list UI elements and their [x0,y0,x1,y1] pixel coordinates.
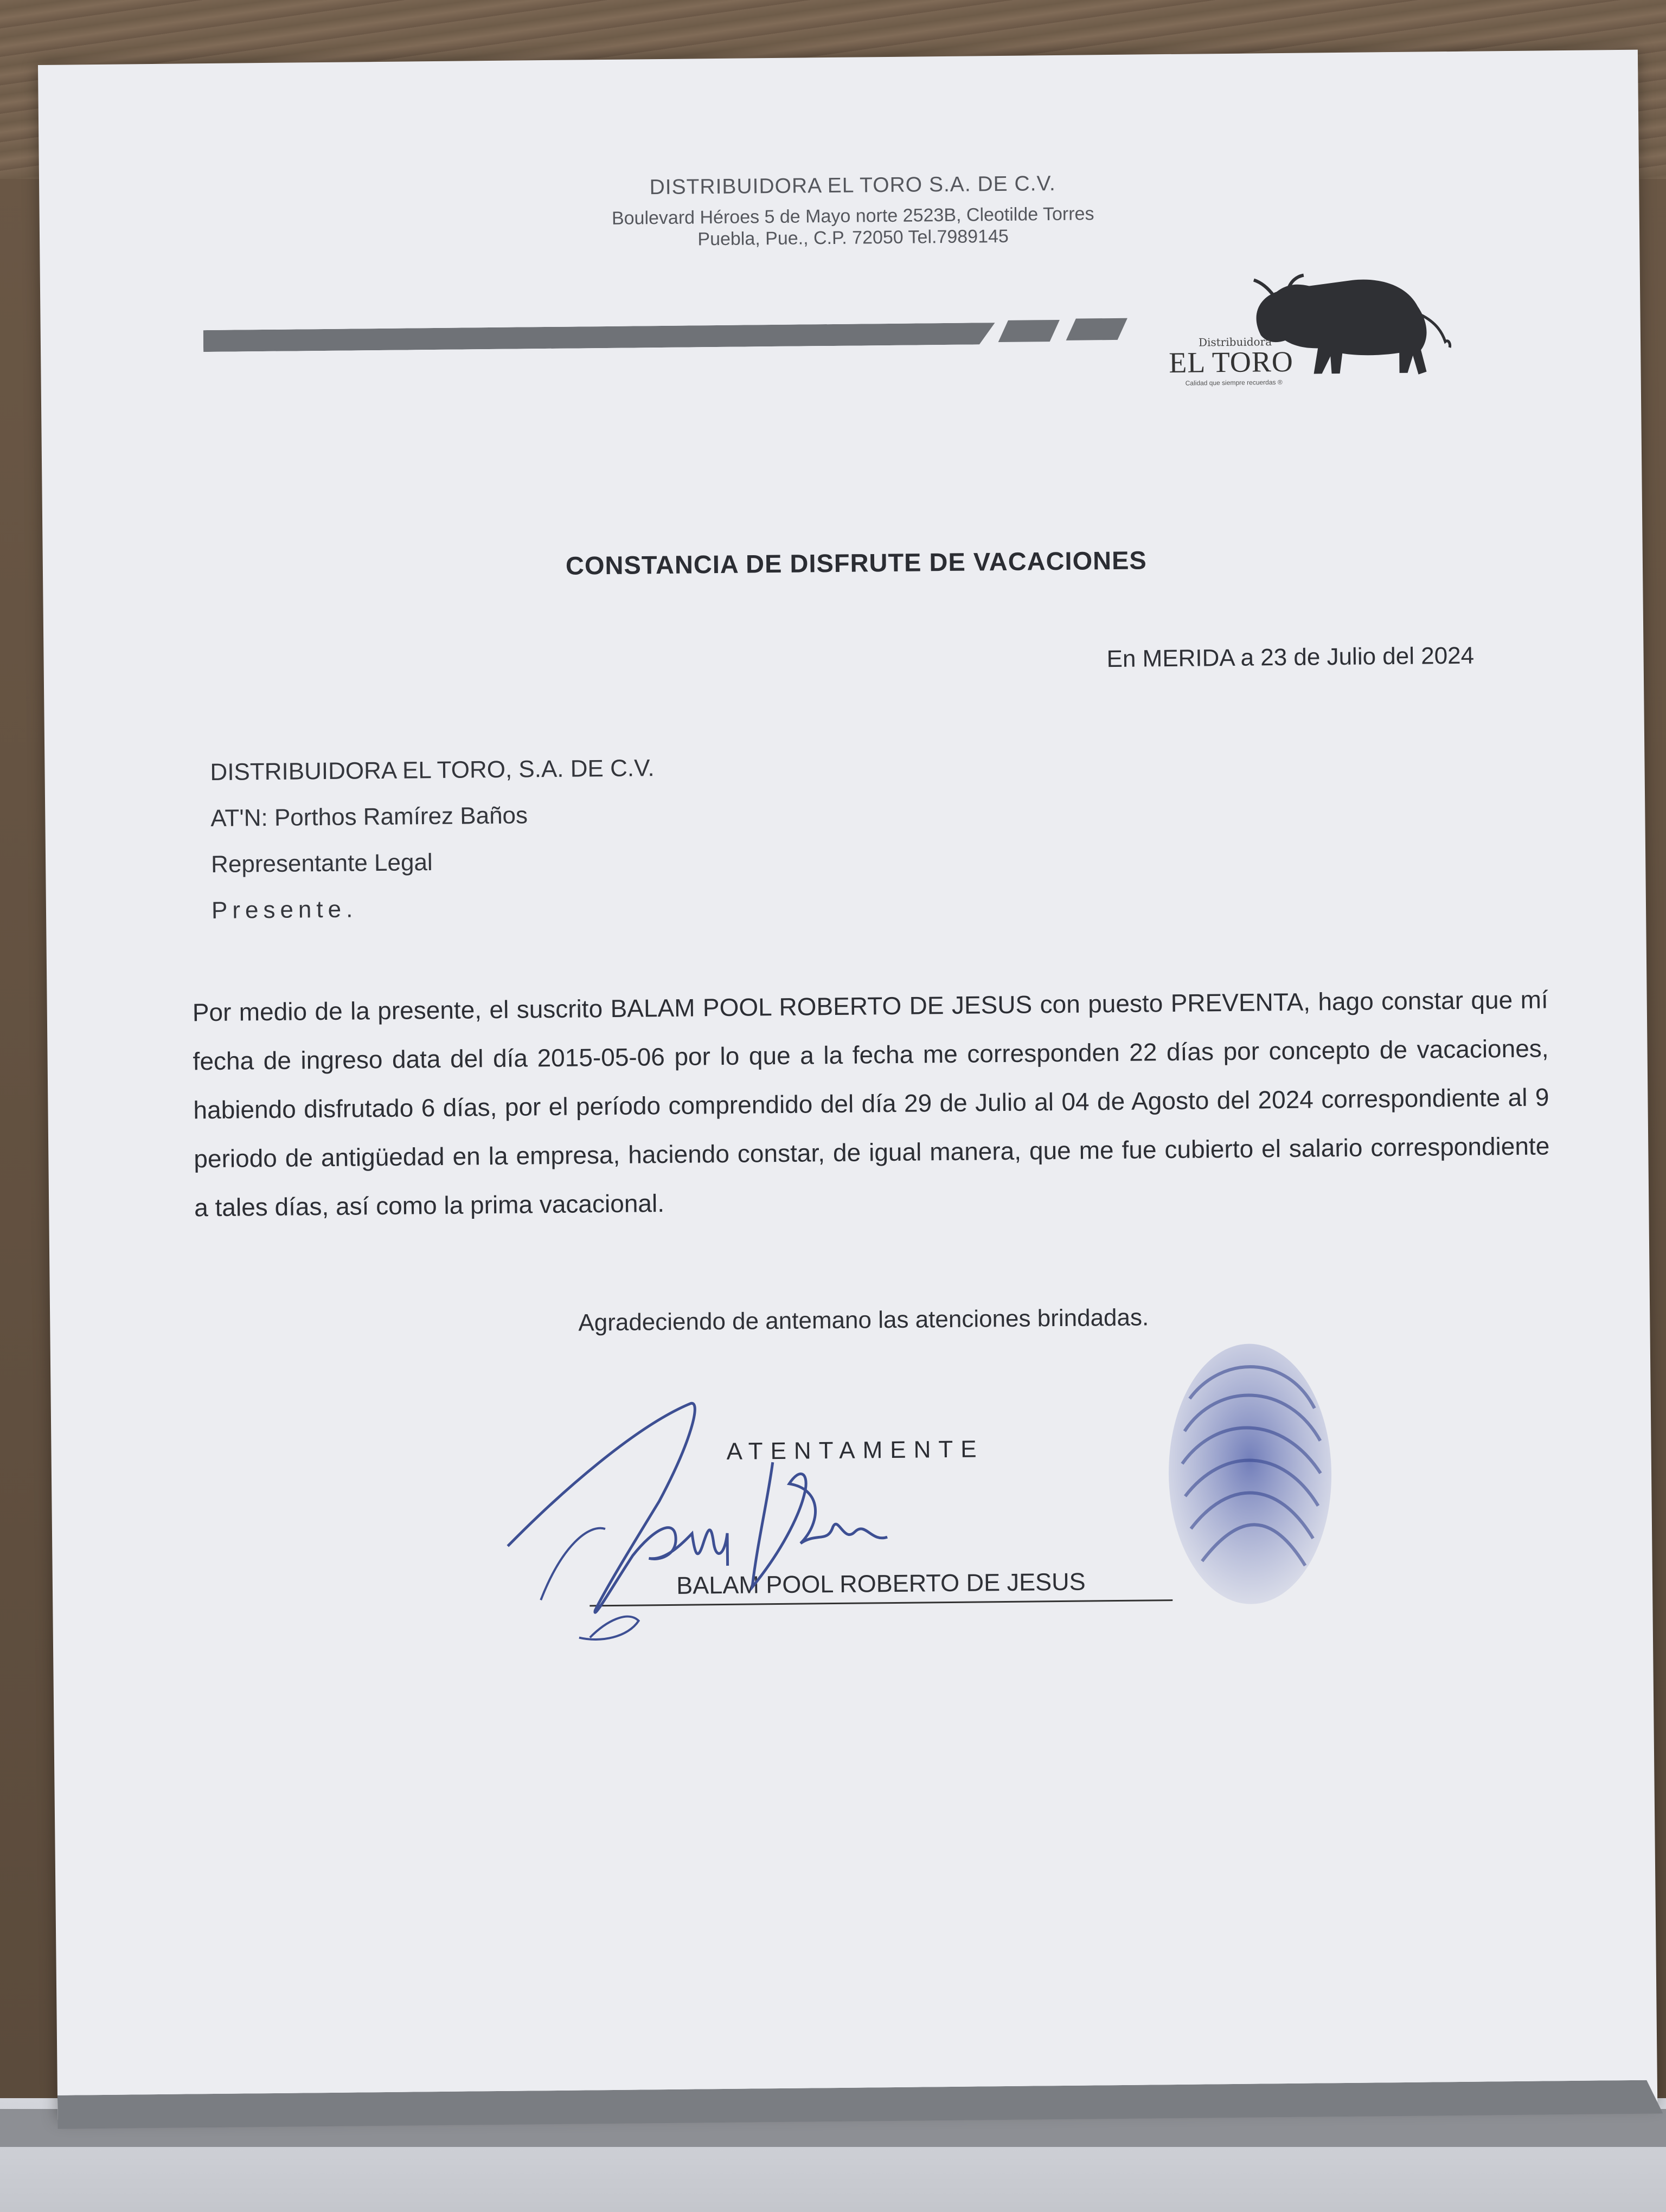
handwritten-signature [495,1379,986,1666]
logo-brand-text: EL TORO [1169,345,1294,380]
recipient-role: Representante Legal [210,849,433,878]
date-line: En MERIDA a 23 de Julio del 2024 [1106,642,1475,673]
logo-small-text: Distribuidora [1198,335,1272,349]
recipient-company: DISTRIBUIDORA EL TORO, S.A. DE C.V. [210,755,655,786]
signer-name-line: BALAM POOL ROBERTO DE JESUS [589,1567,1173,1606]
bull-icon [1124,230,1462,423]
header-decorative-bar [203,323,995,352]
header-dash [998,320,1060,342]
closing-atentamente: ATENTAMENTE [726,1436,984,1465]
company-name: DISTRIBUIDORA EL TORO S.A. DE C.V. [649,171,1056,200]
recipient-attention: AT'N: Porthos Ramírez Baños [210,802,528,832]
el-toro-logo [1124,230,1462,423]
fingerprint-mark [1157,1332,1344,1616]
document-page [38,50,1657,2120]
body-paragraph: Por medio de la presente, el suscrito BALAM POOL ROBERTO DE JESUS con puesto PREVENTA, hago constar que mí fecha de ingreso data del día 2015-05-06 por lo que a la fecha me corresponden 22 días por concepto de vacaciones, habiendo disfrutado 6 días, por el período comprendido del día 29 de Julio al 04 de Agosto del 2024 correspondiente al 9 periodo de antigüedad en la empresa, haciendo constar, de igual manera, que me fue cubierto el salario correspondiente a tales días, así como la prima vacacional. [192,985,1550,1222]
logo-tagline: Calidad que siempre recuerdas ® [1185,378,1283,387]
thanks-line: Agradeciendo de antemano las atenciones brindadas. [578,1304,1149,1336]
header-dash [1066,318,1127,340]
recipient-block [210,745,656,934]
address-line-1: Boulevard Héroes 5 de Mayo norte 2523B, Cleotilde Torres [611,203,1094,229]
address-line-2: Puebla, Pue., C.P. 72050 Tel.7989145 [697,226,1009,250]
presente-line: Presente. [211,896,358,924]
document-title: CONSTANCIA DE DISFRUTE DE VACACIONES [565,545,1148,580]
